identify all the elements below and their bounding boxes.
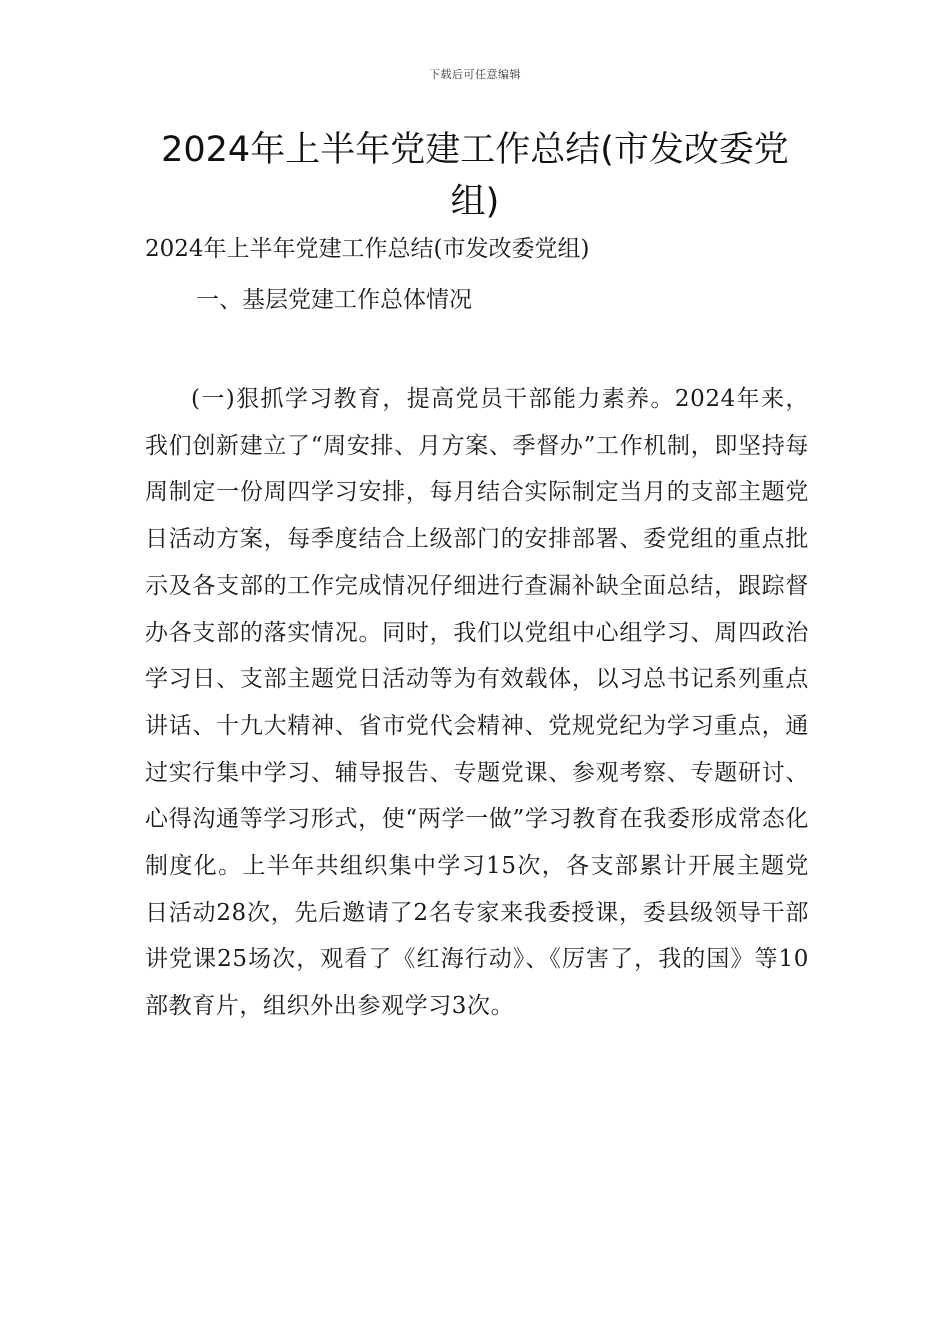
document-subtitle: 2024年上半年党建工作总结(市发改委党组): [145, 236, 590, 262]
body-paragraph: (一)狠抓学习教育，提高党员干部能力素养。2024年来，我们创新建立了“周安排、月方案、季督办”工作机制，即坚持每周制定一份周四学习安排，每月结合实际制定当月的支部主题党日活动方案，每季度结合上级部门的安排部署、委党组的重点批示及各支部的工作完成情况仔细进行查漏补缺全面总结，跟踪督办各支部的落实情况。同时，我们以党组中心组学习、周四政治学习日、支部主题党日活动等为有效载体，以习总书记系列重点讲话、十九大精神、省市党代会精神、党规党纪为学习重点，通过实行集中学习、辅导报告、专题党课、参观考察、专题研讨、心得沟通等学习形式，使“两学一做”学习教育在我委形成常态化制度化。上半年共组织集中学习15次，各支部累计开展主题党日活动28次，先后邀请了2名专家来我委授课，委县级领导干部讲党课25场次，观看了《红海行动》、《厉害了，我的国》等10部教育片，组织外出参观学习3次。: [145, 386, 809, 1020]
document-title: 2024年上半年党建工作总结(市发改委党组): [161, 130, 789, 222]
section-heading: 一、基层党建工作总体情况: [196, 287, 472, 313]
header-note: 下载后可任意编辑: [429, 68, 521, 81]
